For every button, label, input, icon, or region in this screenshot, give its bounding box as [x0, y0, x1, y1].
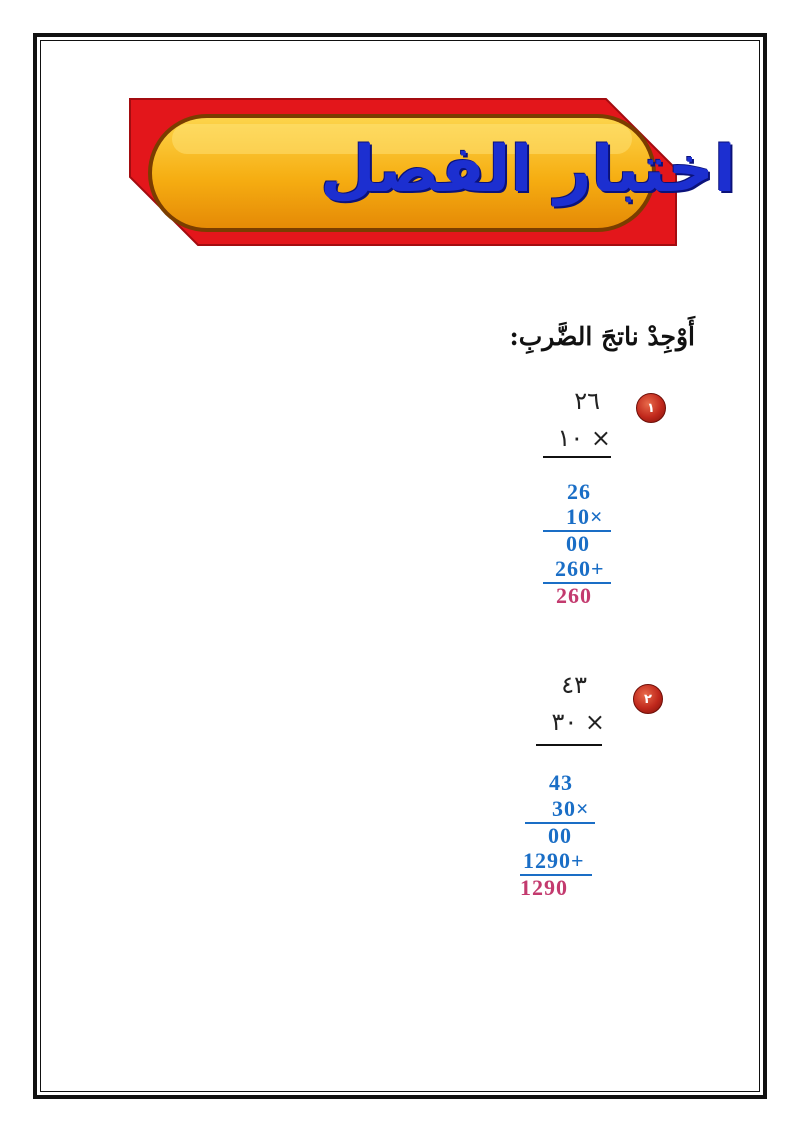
solution-2-partial-1: 00	[548, 823, 572, 848]
problem-number-badge-1: ١	[636, 393, 666, 423]
solution-1-top: 26	[567, 479, 591, 504]
problem-2-multiplier: ٣٠ ×	[551, 708, 605, 736]
chapter-test-banner	[128, 97, 736, 247]
problem-1-multiplier: ١٠ ×	[557, 424, 611, 452]
solution-1-partial-2: 260+	[555, 556, 605, 581]
problem-number-badge-2: ٢	[633, 684, 663, 714]
problem-1-rule	[543, 456, 611, 458]
problem-2-rule	[536, 744, 602, 746]
solution-2-top: 43	[549, 770, 573, 795]
solution-2-mult: 30×	[552, 796, 590, 821]
problem-1-multiplicand: ٢٦	[574, 387, 600, 415]
solution-2-partial-2: 1290+	[523, 848, 585, 873]
solution-2-result: 1290	[520, 875, 568, 900]
solution-1-partial-1: 00	[566, 531, 590, 556]
instruction-text: أَوْجِدْ ناتجَ الضَّربِ:	[509, 322, 695, 351]
problem-2-multiplicand: ٤٣	[561, 671, 587, 699]
solution-1-result: 260	[556, 583, 592, 608]
solution-1-mult: 10×	[566, 504, 604, 529]
banner-title: اختبار الفصل	[320, 133, 736, 207]
